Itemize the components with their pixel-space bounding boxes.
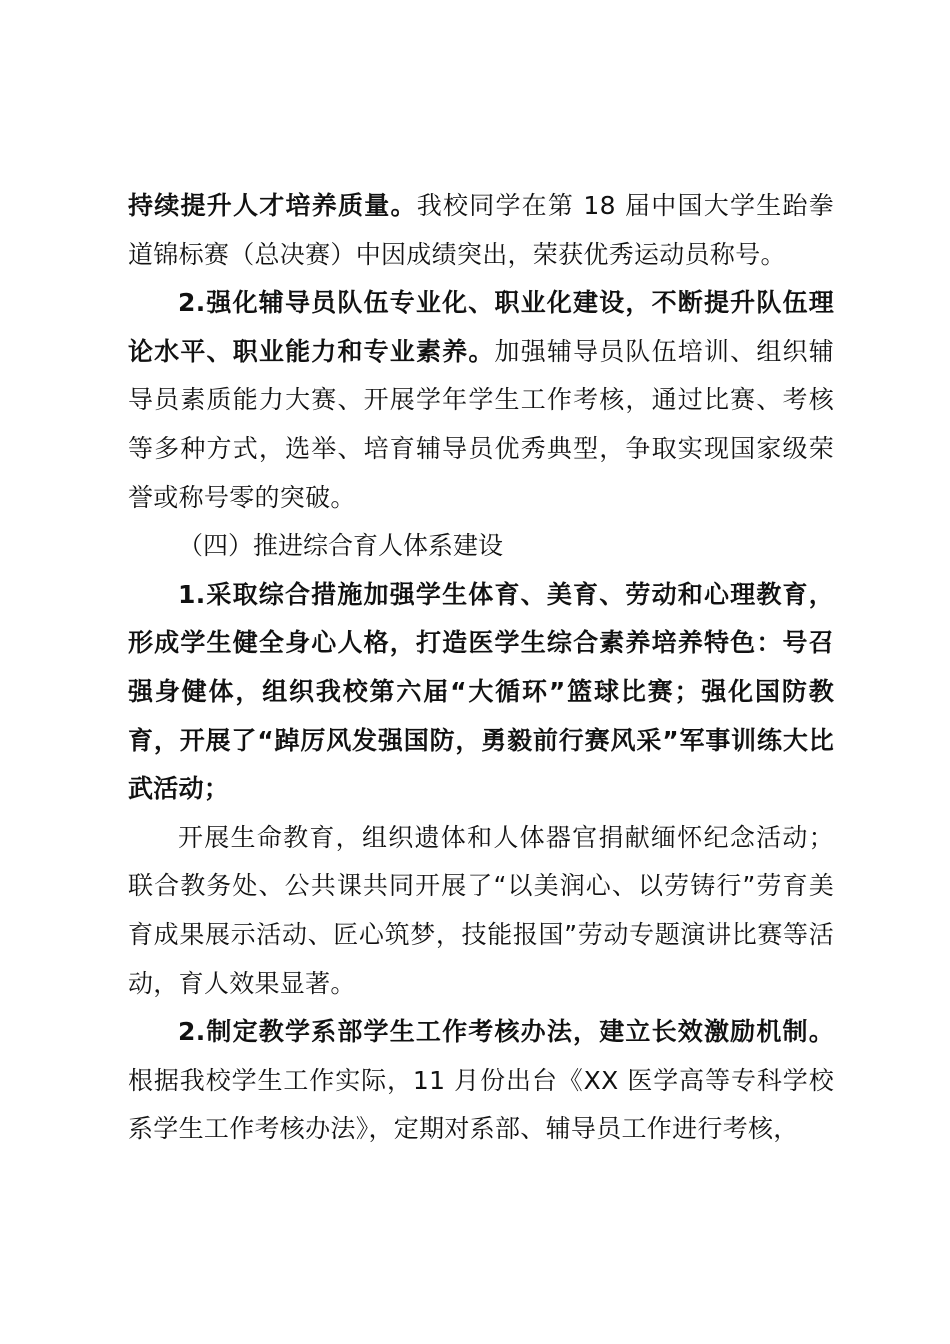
paragraph-text: 我校同学在第 18 届中国大学生跆拳道锦标赛（总决赛）中因成绩突出，荣获优秀运动员称号。 [128, 191, 834, 269]
paragraph-text: 开展生命教育，组织遗体和人体器官捐献缅怀纪念活动；联合教务处、公共课共同开展了“以美润心、以劳铸行”劳育美育成果展示活动、匠心筑梦，技能报国”劳动专题演讲比赛等活动，育人效果显著。 [128, 822, 834, 998]
paragraph-text: 加强辅导员队伍培训、组织辅导员素质能力大赛、开展学年学生工作考核，通过比赛、考核等多种方式，选举、培育辅导员优秀典型，争取实现国家级荣誉或称号零的突破。 [128, 336, 834, 512]
paragraph-life-education [128, 814, 834, 1008]
paragraph-bold-lead: 2.制定教学系部学生工作考核办法，建立长效激励机制。 [178, 1017, 834, 1047]
paragraph-comprehensive-measures [128, 571, 834, 814]
paragraph-counselor-team [128, 279, 834, 522]
paragraph-bold-lead: 1.采取综合措施加强学生体育、美育、劳动和心理教育，形成学生健全身心人格，打造医学生综合素养培养特色：号召强身健体，组织我校第六届“大循环”篮球比赛；强化国防教育，开展了“踔厉风发强国防，勇毅前行赛风采”军事训练大比武活动； [128, 579, 834, 804]
paragraph-bold-lead: 持续提升人才培养质量。 [128, 191, 417, 220]
paragraph-text: 根据我校学生工作实际，11 月份出台《XX 医学高等专科学校系学生工作考核办法》，定期对系部、辅导员工作进行考核， [128, 1065, 834, 1144]
paragraph-assessment-method [128, 1008, 834, 1154]
paragraph-talent-quality [128, 182, 834, 279]
document-body [128, 182, 834, 1154]
section-heading-four: （四）推进综合育人体系建设 [178, 531, 504, 561]
paragraph-bold-lead: 2.强化辅导员队伍专业化、职业化建设，不断提升队伍理论水平、职业能力和专业素养。 [128, 288, 834, 366]
